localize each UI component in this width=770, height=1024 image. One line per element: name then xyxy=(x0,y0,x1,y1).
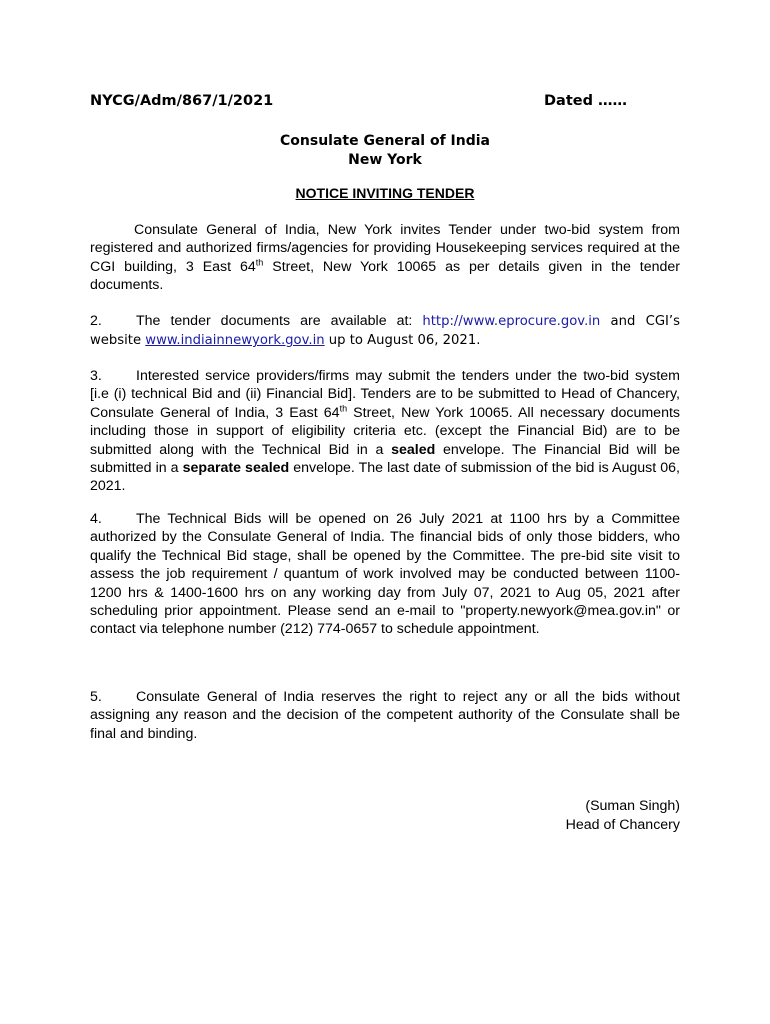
paragraph-number: 2. xyxy=(90,313,102,329)
sealed-emphasis: sealed xyxy=(391,441,436,458)
para4-text: The Technical Bids will be opened on 26 July 2021 at 1100 hrs by a Committee authorized by the Consulate General of India. The financial bids of only those bidders, who qualify the Technical Bid stage, shall be opened by the Committee. The pre-bid site visit to assess the job requirement / quantum of work involved may be conducted between 1100-1200 hrs & 1400-1600 hrs on any working day from July 07, 2021 to Aug 05, 2021 after scheduling prior appointment. Please send an e-mail to "property.newyork@mea.gov.in" or contact via telephone number (212) 774-0657 to schedule appointment. xyxy=(90,511,680,638)
signatory-name: (Suman Singh) xyxy=(585,798,680,814)
issuer-title xyxy=(90,132,680,170)
para2-text-b: and CGI’s website xyxy=(90,314,680,349)
reference-line xyxy=(90,93,680,115)
notice-title: NOTICE INVITING TENDER xyxy=(295,185,475,201)
issuer-city: New York xyxy=(348,152,422,168)
para2-text-a: The tender documents are available at: xyxy=(136,313,423,329)
paragraph-3 xyxy=(90,367,680,496)
para3-text-d: envelope. The last date of submission of the bid is August 06, 2021. xyxy=(90,460,680,495)
signatory-designation: Head of Chancery xyxy=(565,816,680,833)
paragraph-intro xyxy=(90,221,680,295)
separate-sealed-emphasis: separate sealed xyxy=(182,460,290,477)
dated-field: Dated …… xyxy=(544,93,628,109)
para3-superscript: th xyxy=(339,403,348,414)
para3-text-b: Street, New York 10065. All necessary documents including those in support of eligibility criteria etc. (except the Financial Bid) are to be submitted along with the Technical Bid in a xyxy=(90,404,680,458)
cgi-website-link[interactable]: www.indiainnewyork.gov.in xyxy=(145,333,325,349)
para3-text-c: envelope. The Financial Bid will be submitted in a xyxy=(90,441,680,477)
reference-number: NYCG/Adm/867/1/2021 xyxy=(90,93,274,109)
intro-text-a: Consulate General of India, New York invites Tender under two-bid system from registered and authorized firms/agencies for providing Housekeeping services required at the CGI building, 3 East 64 xyxy=(90,222,680,275)
paragraph-number: 3. xyxy=(90,368,102,384)
para3-text-a: Interested service providers/firms may submit the tenders under the two-bid system [i.e (i) technical Bid and (ii) Financial Bid]. Tenders are to be submitted to Head of Chancery, Consulate General of India, 3 East 64 xyxy=(90,368,680,421)
para2-text-c: up to August 06, 2021. xyxy=(324,333,481,349)
paragraph-number: 4. xyxy=(90,511,102,527)
intro-text-b: Street, New York 10065 as per details given in the tender documents. xyxy=(90,258,681,294)
signature-block xyxy=(380,797,680,834)
para5-text: Consulate General of India reserves the right to reject any or all the bids without assigning any reason and the decision of the competent authority of the Consulate shall be final and binding. xyxy=(90,689,680,742)
paragraph-number: 5. xyxy=(90,689,102,705)
paragraph-5 xyxy=(90,688,680,743)
intro-superscript: th xyxy=(255,257,264,268)
paragraph-2 xyxy=(90,312,680,351)
eprocure-link[interactable]: http://www.eprocure.gov.in xyxy=(422,314,601,329)
paragraph-4 xyxy=(90,510,680,639)
issuer-name: Consulate General of India xyxy=(280,133,490,149)
